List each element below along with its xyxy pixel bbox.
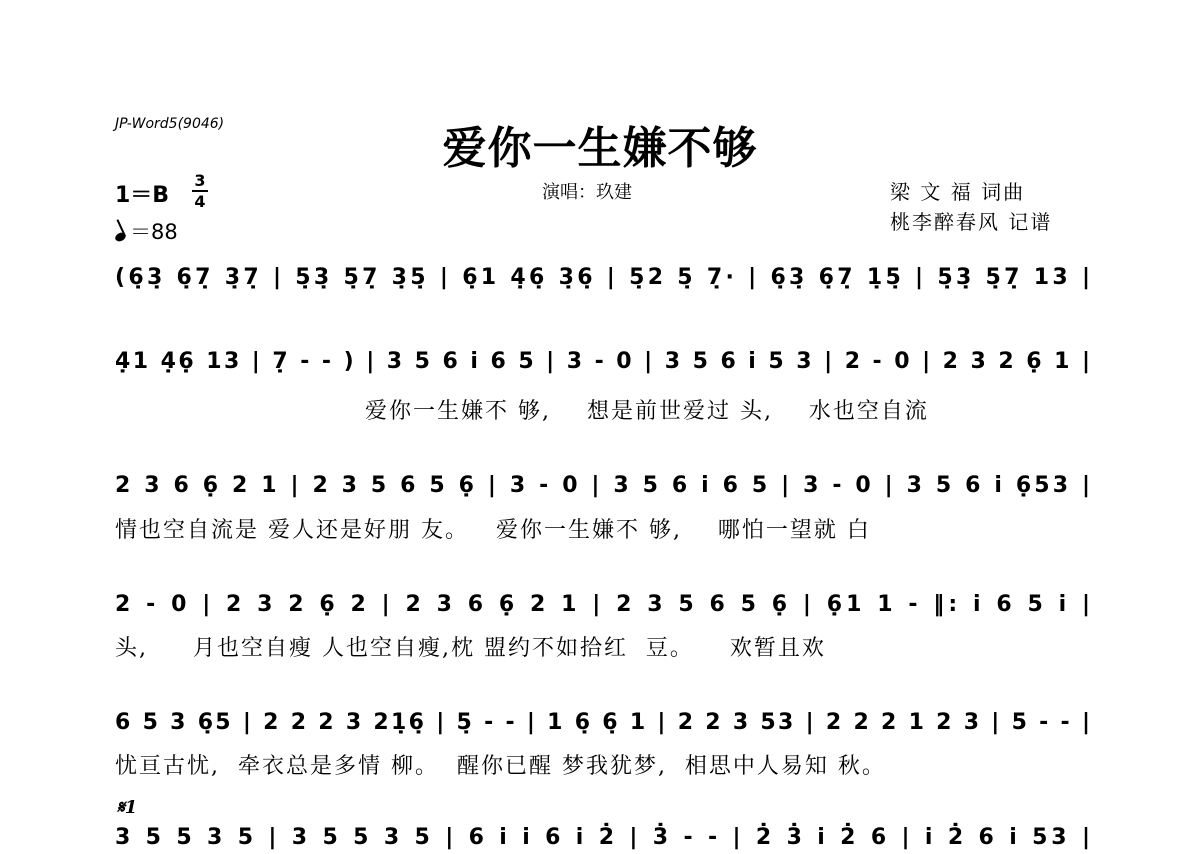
notation-row <box>115 703 1090 739</box>
singer-credit: 演唱：玖建 <box>542 182 632 203</box>
notation-row-svg <box>115 258 1090 298</box>
lyric-line: 爱你一生嫌不 够, 想是前世爱过 头, 水也空自流 <box>365 399 929 424</box>
notation-text: 3 5 5 3 5 | 3 5 5 3 5 | 6 i i 6 i 2̇ | 3̇ - - | 2̇ 3̇ i 2̇ 6 | i 2̇ 6 i 53 | <box>115 825 1091 850</box>
lyric-line: 情也空自流是 爱人还是好朋 友。 爱你一生嫌不 够, 哪怕一望就 白 <box>115 518 871 543</box>
tempo-value: ＝88 <box>130 220 178 244</box>
notation-text: 2 3 6 6̣ 2 1 | 2 3 5 6 5 6̣ | 3 - 0 | 3 5 6 i 6 5 | 3 - 0 | 3 5 6 i 6̣53 | <box>115 473 1091 498</box>
time-signature <box>190 172 210 210</box>
quarter-note-icon <box>114 231 127 243</box>
notation-row <box>115 466 1090 502</box>
notation-row-svg <box>115 466 1090 506</box>
segno-mark: 𝄋1 <box>117 797 138 818</box>
lyric-line: 头, 月也空自瘦 人也空自瘦,枕 盟约不如拾红 豆。 欢暂且欢 <box>115 636 826 661</box>
notation-row <box>115 585 1090 621</box>
notation-row <box>115 342 1090 378</box>
page-title: 爱你一生嫌不够 <box>442 123 758 174</box>
composer-credit: 梁 文 福 词曲 <box>890 180 1026 204</box>
notation-row-svg <box>115 342 1090 382</box>
time-signature-bottom: 4 <box>194 192 206 211</box>
notation-text: 6 5 3 6̣5 | 2 2 2 3 21̣6̣ | 5̣ - - | 1 6̣ 6̣ 1 | 2 2 3 53 | 2 2 2 1 2 3 | 5 - - | <box>115 710 1091 735</box>
notation-text: 2 - 0 | 2 3 2 6̣ 2 | 2 3 6 6̣ 2 1 | 2 3 5 6 5 6̣ | 6̣1 1 - ‖: i 6 5 i | <box>115 592 1090 617</box>
notation-row-svg <box>115 703 1090 743</box>
key-signature: 1＝B <box>115 183 170 208</box>
tempo-marking <box>115 216 178 246</box>
notation-text: 4̣1 4̣6̣ 13 | 7̣ - - ) | 3 5 6 i 6 5 | 3 - 0 | 3 5 6 i 5 3 | 2 - 0 | 2 3 2 6̣ 1 | <box>115 349 1091 374</box>
lyric-line: 忧亘古忧, 牵衣总是多情 柳。 醒你已醒 梦我犹梦, 相思中人易知 秋。 <box>115 754 886 779</box>
notation-row-svg <box>115 585 1090 625</box>
transcriber-credit: 桃李醉春风 记谱 <box>890 210 1053 234</box>
notation-row <box>115 818 1090 854</box>
notation-row-svg <box>115 818 1090 850</box>
notation-row <box>115 258 1090 294</box>
software-label: JP-Word5(9046) <box>115 116 225 132</box>
notation-text: (6̣3̣ 6̣7̣ 3̣7̣ | 5̣3̣ 5̣7̣ 3̣5̣ | 6̣1 4̣6̣ 3̣6̣ | 5̣2 5̣ 7̣· | 6̣3̣ 6̣7̣ 1̣5̣ | 5̣3̣ 5̣7̣ 13 | <box>115 265 1090 290</box>
time-signature-top: 3 <box>194 171 206 190</box>
